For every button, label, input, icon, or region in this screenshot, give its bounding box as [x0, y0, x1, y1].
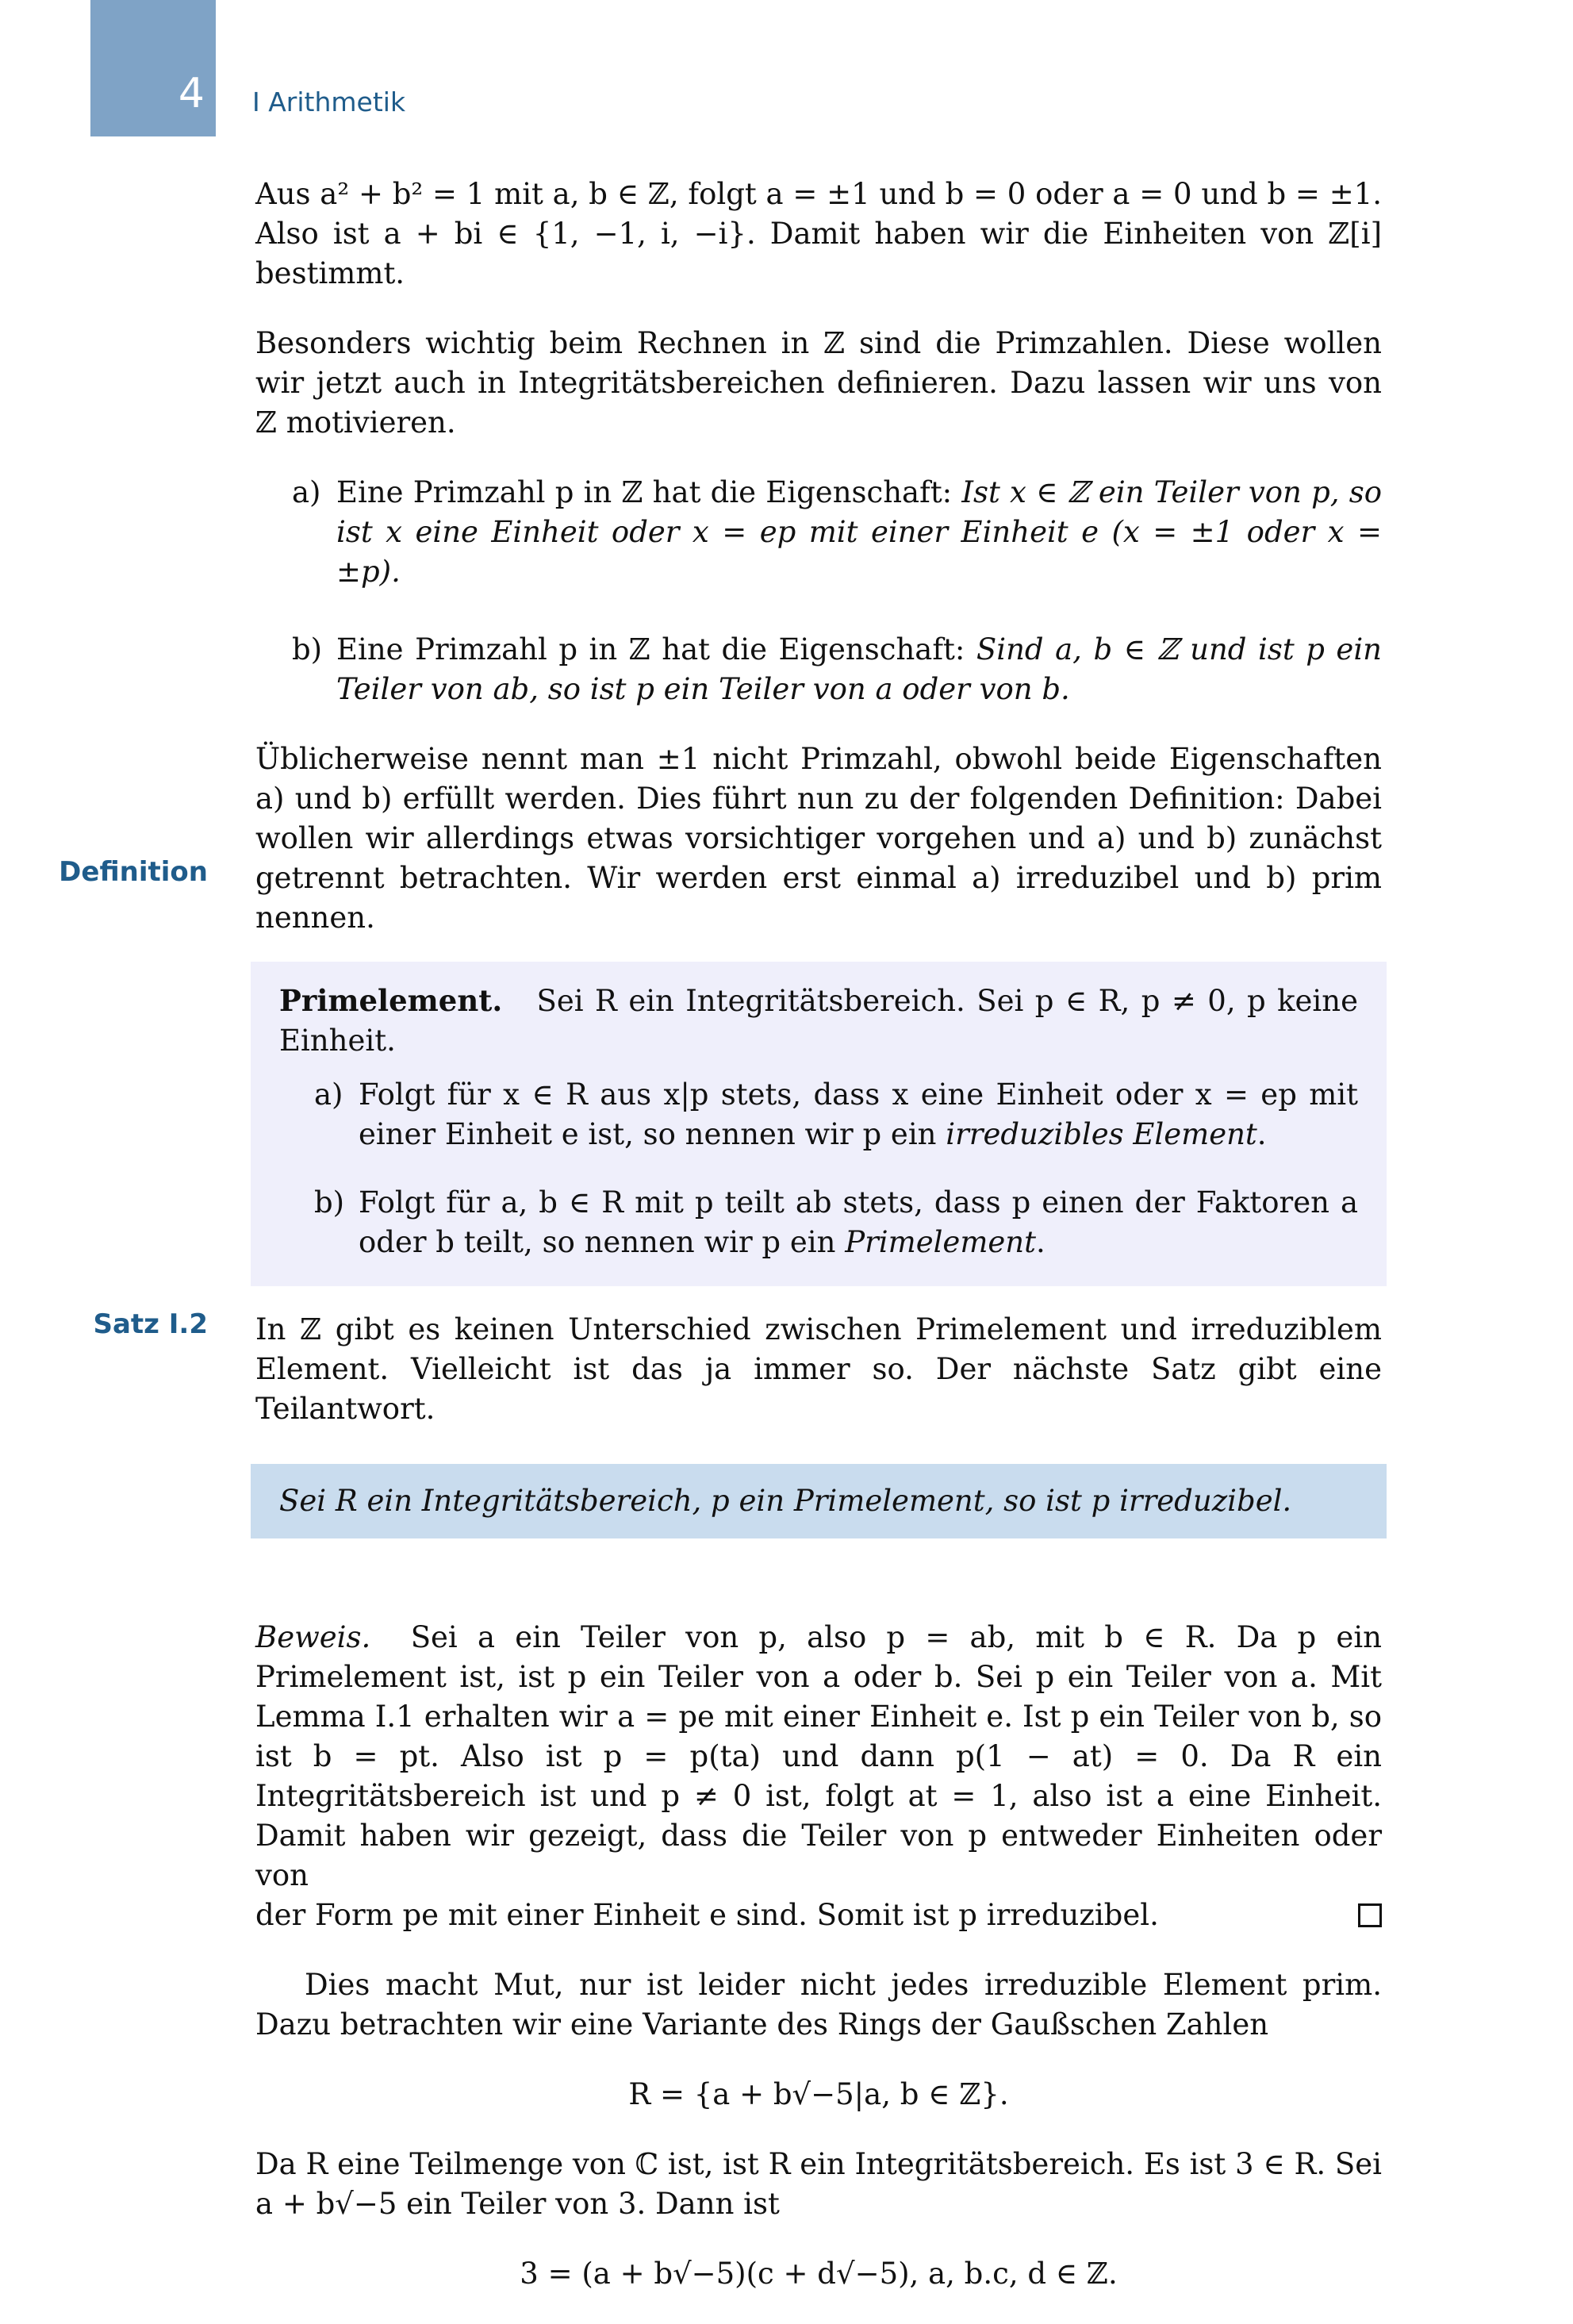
proof-text: Sei a ein Teiler von p, also p = ab, mit b ∈ R. Da p ein Primelement ist, ist p ein Teiler von a oder b. Sei p ein Teiler von a. Mit Lemma I.1 erhalten wir a = pe mit einer Einheit e. Ist p ein Teiler von b, so ist b = pt. Also ist p = p(ta) und dann p(1 − at) = 0. Da R ein Integritätsbereich ist und p ≠ 0 ist, folgt at = 1, also ist a eine Einheit. Damit haben wir gezeigt, dass die Teiler von p entweder Einheiten oder von	[255, 1620, 1382, 1892]
list-item-label: a)	[292, 475, 321, 509]
definition-item-plain: Folgt für x ∈ R aus x|p stets, dass x eine Einheit oder x = ep mit einer Einheit e ist, so nennen wir p ein	[359, 1077, 1358, 1151]
proof-last-line	[255, 1896, 1382, 1935]
definition-list	[314, 1075, 1358, 1262]
definition-item	[314, 1183, 1358, 1262]
definition-label: Definition	[59, 856, 208, 888]
page-number-tab	[90, 0, 216, 136]
definition-intro-text: Sei R ein Integritätsbereich. Sei p ∈ R, p ≠ 0, p keine Einheit.	[279, 984, 1358, 1058]
proof-label: Beweis.	[255, 1620, 371, 1654]
satz-label: Satz I.2	[93, 1308, 208, 1340]
proof-last-line-text: der Form pe mit einer Einheit e sind. Somit ist p irreduzibel.	[255, 1898, 1159, 1932]
page-number: 4	[178, 70, 205, 117]
property-list	[292, 473, 1382, 709]
theorem-text	[279, 1481, 1358, 1521]
definition-item-end: .	[1256, 1117, 1267, 1151]
definition-item	[314, 1075, 1358, 1154]
list-item-text	[336, 630, 1382, 709]
definition-item-text	[359, 1075, 1358, 1154]
definition-item-italic: Primelement	[845, 1225, 1037, 1259]
definition-item-text	[359, 1183, 1358, 1262]
list-item-italic: Ist x ∈ ℤ ein Teiler von p, so ist x eine Einheit oder x = ep mit einer Einheit e (x = ±1 oder x = ±p).	[336, 475, 1382, 589]
list-item-italic: Sind a, b ∈ ℤ und ist p ein Teiler von ab, so ist p ein Teiler von a oder von b.	[336, 632, 1382, 706]
list-item-plain: Eine Primzahl p in ℤ hat die Eigenschaft:	[336, 475, 962, 509]
definition-item-label: a)	[314, 1077, 343, 1112]
definition-box	[251, 962, 1387, 1286]
definition-item-plain: Folgt für a, b ∈ R mit p teilt ab stets, dass p einen der Faktoren a oder b teilt, so nennen wir p ein	[359, 1185, 1358, 1259]
definition-item-italic: irreduzibles Element	[946, 1117, 1257, 1151]
paragraph-irreducible-prime: Üblicherweise nennt man ±1 nicht Primzahl, obwohl beide Eigenschaften a) und b) erfüllt werden. Dies führt nun zu der folgenden Definition: Dabei wollen wir allerdings etwas vorsichtiger vorgehen und a) und b) zunächst getrennt betrachten. Wir werden erst einmal a) irreduzibel und b) prim nennen.	[255, 742, 1382, 935]
definition-title: Primelement.	[279, 983, 503, 1018]
list-item	[292, 630, 1382, 709]
definition-item-label: b)	[314, 1185, 345, 1220]
definition-intro	[279, 981, 1358, 1061]
equation-factorization: 3 = (a + b√−5)(c + d√−5), a, b.c, d ∈ ℤ.	[520, 2257, 1118, 2291]
paragraph-subset: Da R eine Teilmenge von ℂ ist, ist R ein Integritätsbereich. Es ist 3 ∈ R. Sei a + b√−5 ein Teiler von 3. Dann ist	[255, 2147, 1382, 2221]
paragraph-units: Aus a² + b² = 1 mit a, b ∈ ℤ, folgt a = ±1 und b = 0 oder a = 0 und b = ±1. Also ist a + bi ∈ {1, −1, i, −i}. Damit haben wir die Einheiten von ℤ[i] bestimmt.	[255, 177, 1382, 290]
main-text	[255, 175, 1382, 2324]
list-item	[292, 473, 1382, 592]
paragraph-no-difference: In ℤ gibt es keinen Unterschied zwischen Primelement und irreduziblem Element. Vielleicht ist das ja immer so. Der nächste Satz gibt eine Teilantwort.	[255, 1312, 1382, 1426]
definition-item-end: .	[1036, 1225, 1045, 1259]
list-item-label: b)	[292, 632, 323, 666]
proof-paragraph	[255, 1618, 1382, 1896]
running-head: I Arithmetik	[252, 86, 406, 117]
paragraph-variant: Dies macht Mut, nur ist leider nicht jedes irreduzible Element prim. Dazu betrachten wir eine Variante des Rings der Gaußschen Zahlen	[255, 1968, 1382, 2042]
theorem-statement: Sei R ein Integritätsbereich, p ein Primelement, so ist p irreduzibel.	[279, 1484, 1292, 1518]
list-item-text	[336, 473, 1382, 592]
theorem-box	[251, 1464, 1387, 1538]
list-item-plain: Eine Primzahl p in ℤ hat die Eigenschaft:	[336, 632, 976, 666]
equation-ring-definition: R = {a + b√−5|a, b ∈ ℤ}.	[628, 2077, 1009, 2111]
paragraph-primes-intro: Besonders wichtig beim Rechnen in ℤ sind die Primzahlen. Diese wollen wir jetzt auch in Integritätsbereichen definieren. Dazu lassen wir uns von ℤ motivieren.	[255, 326, 1382, 440]
qed-square-icon	[1358, 1903, 1382, 1927]
